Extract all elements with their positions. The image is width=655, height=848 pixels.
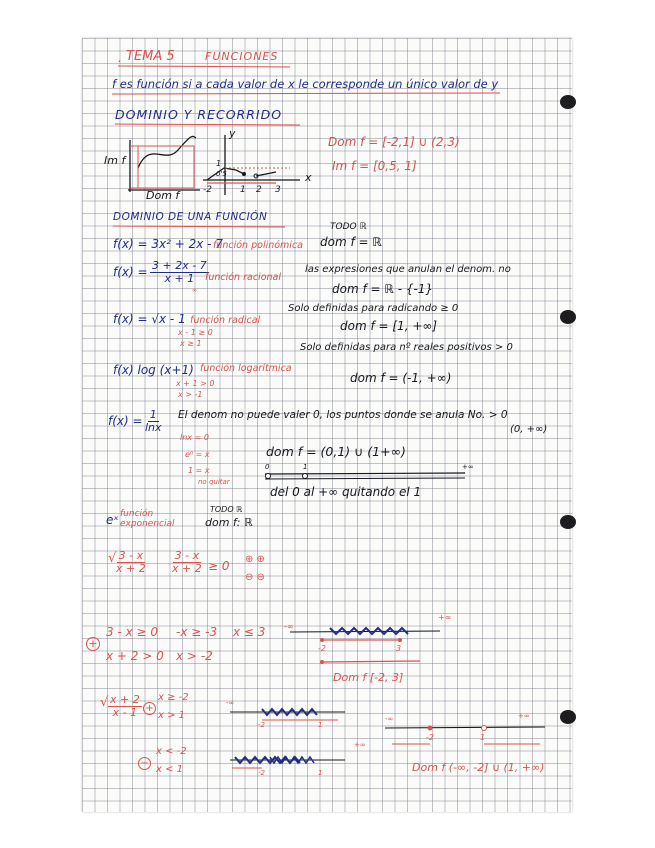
case-plus-marker: +: [143, 702, 156, 715]
exp-expr: eˣ: [106, 513, 119, 527]
case-plus-a: x ≥ -2: [158, 692, 189, 703]
nl1-tick: 3: [396, 644, 402, 653]
rational-num: 3 + 2x - 7: [152, 259, 207, 272]
case-minus-a: x < -2: [156, 746, 187, 757]
case-minus-marker: −: [138, 757, 151, 770]
radical-note: Solo definidas para radicando ≥ 0: [288, 303, 459, 314]
graph-left-y-label: Im f: [104, 154, 126, 167]
nl3-tick: -2: [258, 721, 265, 729]
graph-right-x-tick: -2: [203, 185, 212, 195]
log-label: función logarítmica: [200, 363, 292, 374]
nl1-right: +∞: [438, 613, 452, 622]
graph-right-x-tick: 2: [256, 185, 262, 195]
radical-work: x ≥ 1: [180, 339, 202, 348]
line1-a: 3 - x ≥ 0: [106, 625, 159, 639]
poly-expr: f(x) = 3x² + 2x - 7: [113, 237, 223, 251]
lnfrac-interval: (0, +∞): [510, 424, 548, 435]
ineq-num: 3 - x: [174, 549, 200, 562]
lnfrac-den: lnx: [145, 421, 162, 435]
log-dom: dom f = (-1, +∞): [350, 371, 452, 385]
exp-note: TODO ℝ: [210, 505, 243, 514]
root-symbol: √: [108, 551, 117, 566]
lnfrac-num: 1: [149, 408, 157, 421]
section-dominio-funcion-title: DOMINIO DE UNA FUNCIÓN: [113, 211, 268, 223]
graph-left-x-label: Dom f: [146, 189, 180, 202]
poly-label: función polinómica: [213, 240, 303, 251]
lnfrac-work: lnx = 0: [180, 433, 209, 442]
lnfrac-line-note: del 0 al +∞ quitando el 1: [270, 485, 422, 499]
nl3-left: -∞: [226, 699, 235, 707]
nl3-tick: 1: [318, 721, 323, 729]
radical-label: función radical: [190, 315, 261, 326]
lnfrac-note: El denom no puede valer 0, los puntos donde se anula No. > 0: [178, 409, 508, 421]
graph-right-y-axis: y: [229, 127, 236, 140]
section-dominio-recorrido-title: DOMINIO Y RECORRIDO: [115, 107, 283, 122]
nl5-tick: 1: [318, 769, 323, 777]
lnfrac-prefix: f(x) =: [108, 414, 143, 428]
frac2-den: x - 1: [112, 706, 138, 720]
dom-result: Dom f = [-2,1] ∪ (2,3): [328, 135, 460, 149]
exp-dom: dom f: ℝ: [205, 516, 253, 529]
definition-text: f es función si a cada valor de x le corresponde un único valor de y: [112, 77, 499, 91]
rational-prefix: f(x) =: [113, 265, 148, 279]
lnfrac-work: e⁰ = x: [185, 450, 210, 459]
page-subtitle: FUNCIONES: [205, 50, 279, 63]
page-title: TEMA 5: [126, 49, 175, 64]
graph-right-y-tick: 1: [216, 159, 222, 168]
lnfrac-work-red: no quitar: [198, 478, 230, 486]
radical-dom: dom f = [1, +∞]: [340, 319, 438, 333]
graph-right-x-tick: 1: [240, 185, 246, 195]
frac2-num: x + 2: [110, 693, 140, 706]
radical-expr: f(x) = √x - 1: [113, 312, 186, 326]
rational-den-mark: ∞: [192, 287, 197, 294]
line1-b: -x ≥ -3: [176, 625, 218, 639]
sign-chart-plus: ⊕ ⊕: [245, 554, 265, 565]
lnfrac-line-label: 1: [303, 463, 308, 471]
dom-result-1: Dom f [-2, 3]: [333, 671, 404, 684]
root-symbol-2: √: [100, 695, 109, 710]
graph-right-y-tick: 0'5: [216, 170, 227, 178]
plus-circle-marker: +: [86, 637, 100, 651]
line2-a: x + 2 > 0: [106, 649, 164, 663]
nl4-tick: 1: [480, 733, 486, 742]
log-note: Solo definidas para nº reales positivos > 0: [300, 342, 513, 353]
root-num: 3 - x: [118, 549, 144, 562]
nl5-tick: -2: [258, 769, 265, 777]
im-result: Im f = [0,5, 1]: [332, 159, 417, 173]
lnfrac-work: 1 = x: [188, 466, 210, 475]
radical-work: x - 1 ≥ 0: [178, 328, 213, 337]
rational-note: las expresiones que anulan el denom. no: [305, 264, 511, 275]
ineq-rel: ≥ 0: [208, 559, 230, 573]
dom-result-2: Dom f (-∞, -2] ∪ (1, +∞): [412, 761, 545, 774]
nl5-right: +∞: [354, 741, 366, 749]
nl4-right: +∞: [518, 712, 530, 720]
graph-right-x-tick: 3: [275, 185, 281, 195]
log-work: x + 1 > 0: [176, 379, 215, 388]
log-work: x > -1: [178, 390, 203, 399]
exp-label: función exponencial: [120, 509, 175, 529]
sign-chart-minus: ⊖ ⊖: [245, 572, 265, 583]
lnfrac-line-label: +∞: [462, 463, 474, 471]
line1-c: x ≤ 3: [233, 625, 266, 639]
lnfrac-line-label: 0: [265, 463, 270, 471]
lnfrac-dom: dom f = (0,1) ∪ (1+∞): [266, 444, 406, 459]
rational-label: función racional: [205, 272, 281, 283]
bullet-dot: .: [118, 51, 122, 65]
case-minus-b: x < 1: [156, 764, 184, 775]
rational-den: x + 1: [164, 272, 195, 286]
nl1-left: -∞: [284, 622, 294, 631]
nl4-tick: -2: [426, 733, 434, 742]
line2-b: x > -2: [176, 649, 213, 663]
case-plus-b: x > 1: [158, 710, 186, 721]
root-den: x + 2: [116, 562, 146, 576]
poly-dom: dom f = ℝ: [320, 235, 382, 249]
poly-note: TODO ℝ: [330, 222, 367, 232]
log-expr: f(x) log (x+1): [113, 363, 194, 377]
rational-dom: dom f = ℝ - {-1}: [332, 282, 434, 296]
ineq-den: x + 2: [172, 562, 202, 576]
graph-right-x-axis: x: [305, 171, 312, 184]
nl4-left: -∞: [385, 715, 394, 723]
nl2-tick: -2: [318, 644, 326, 653]
